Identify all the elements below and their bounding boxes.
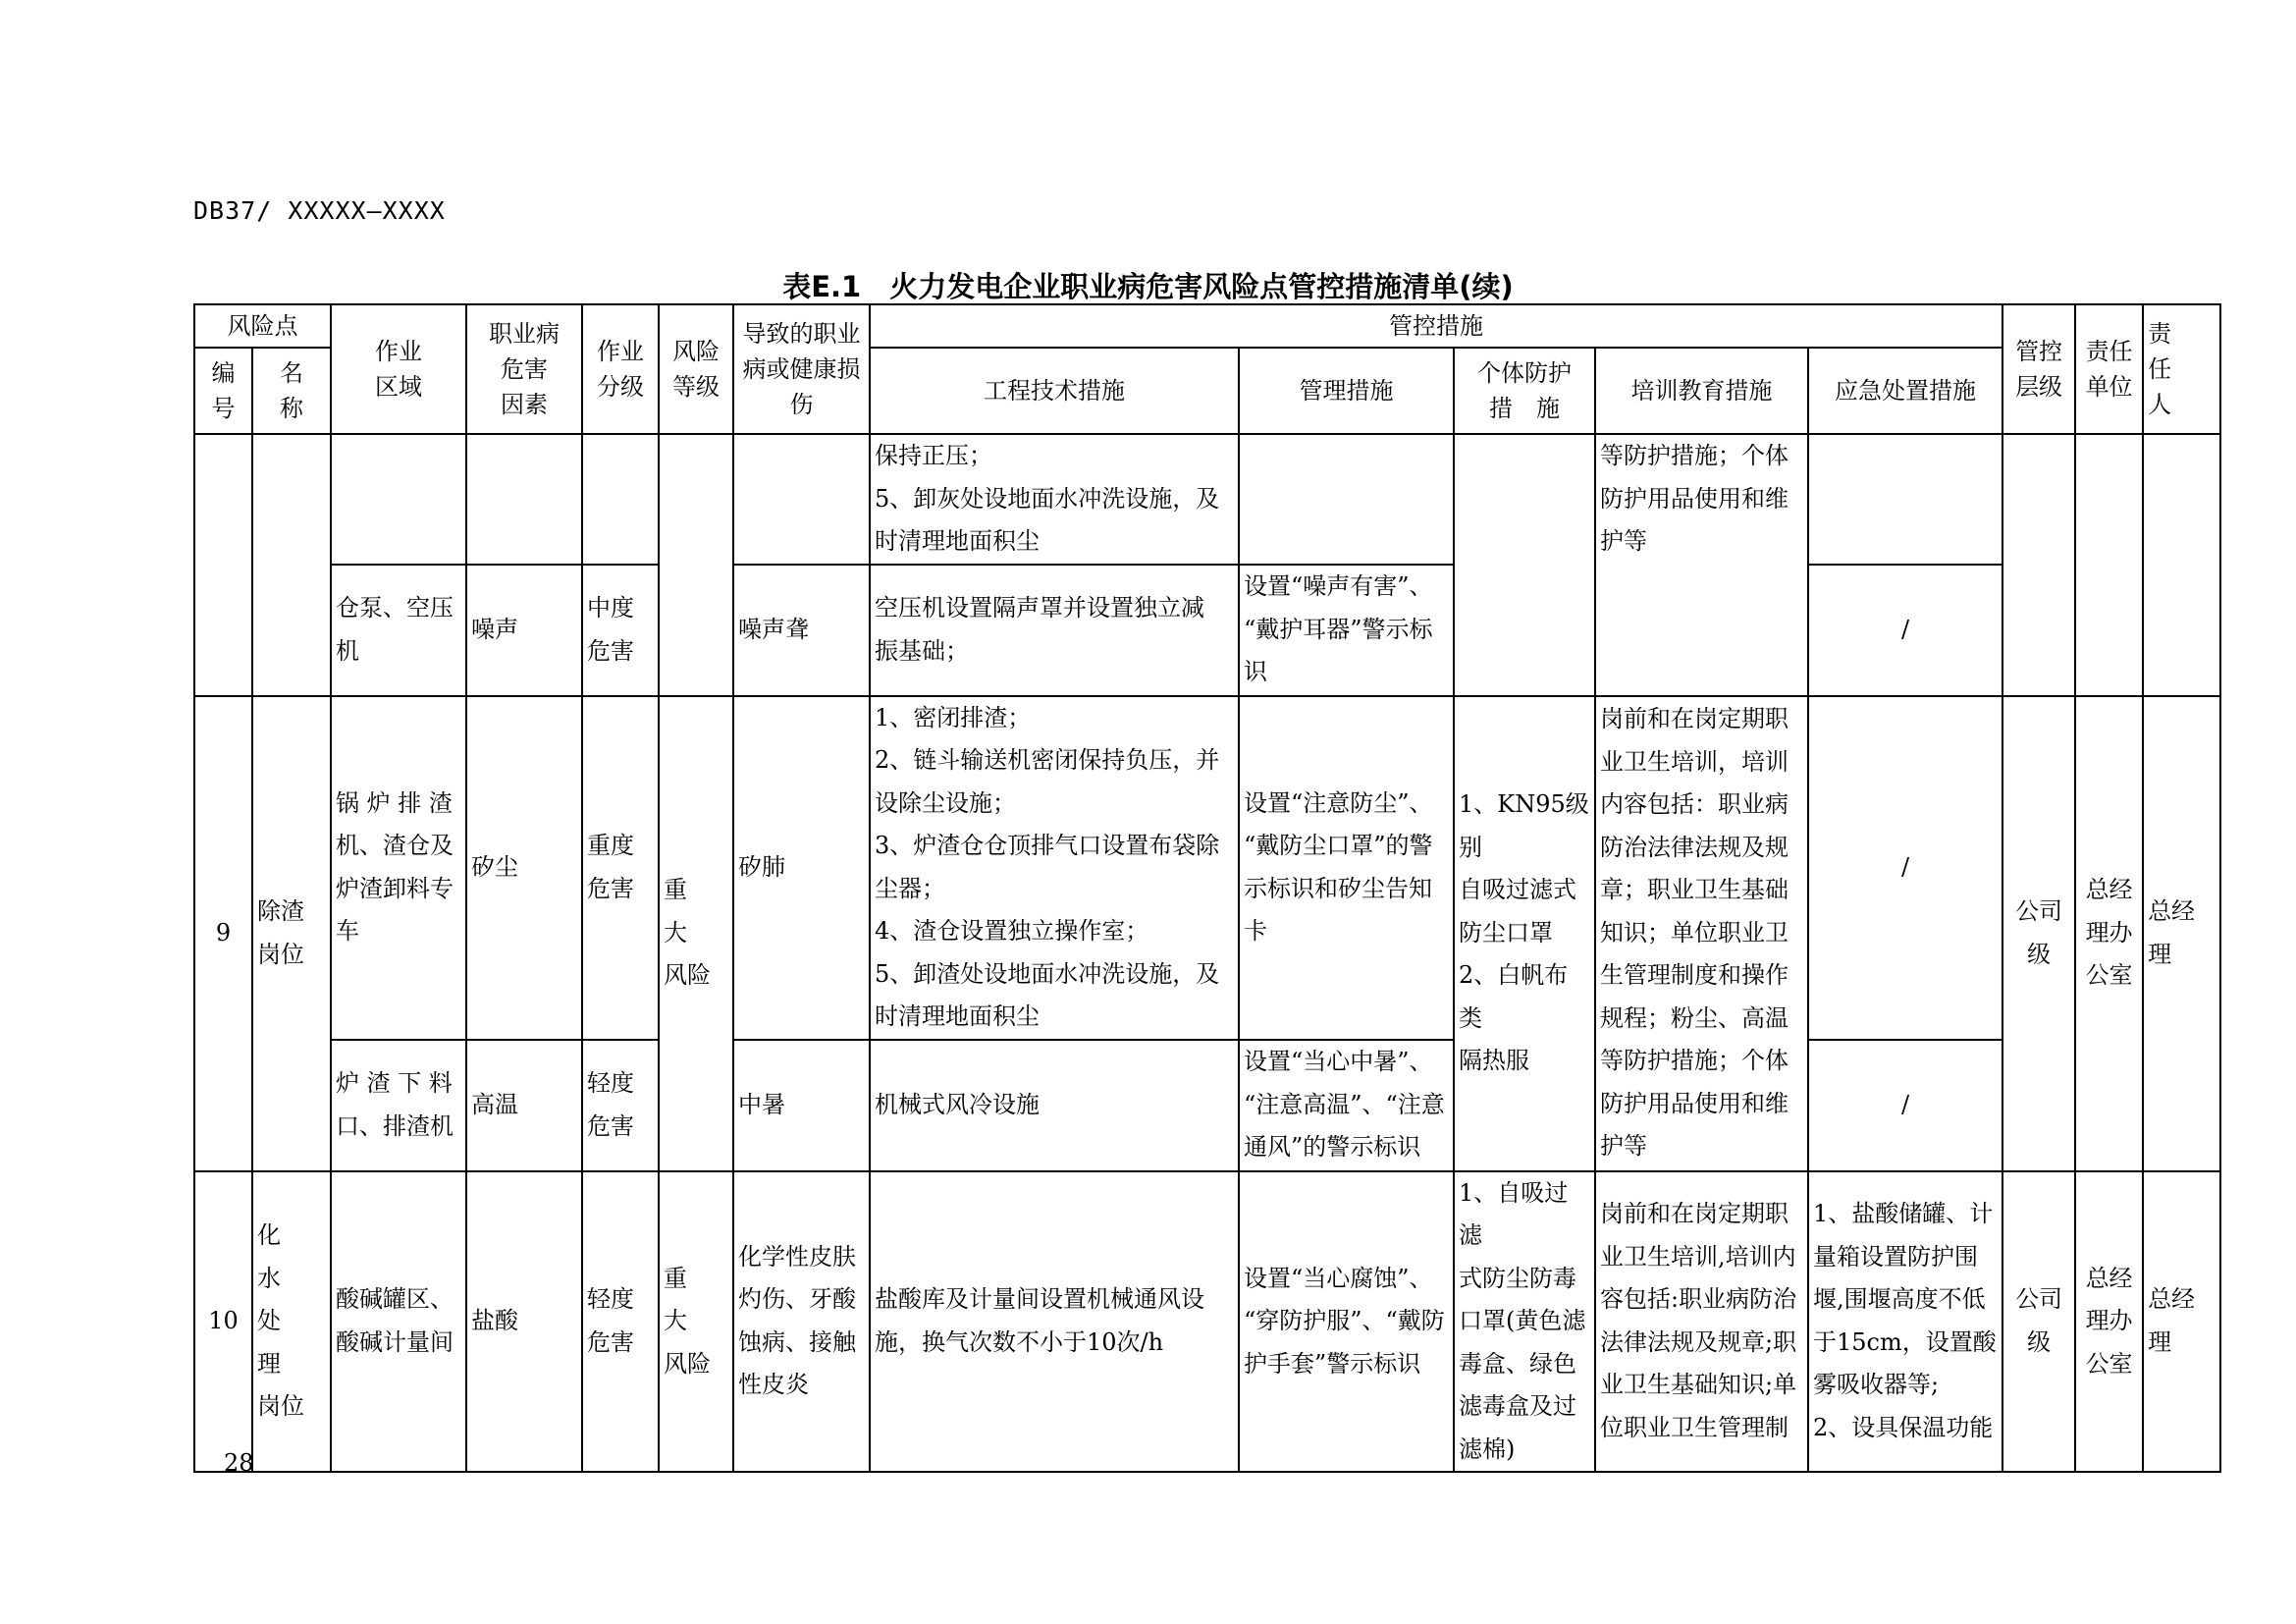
cell-hazard: 矽尘 (466, 696, 582, 1040)
cell-grade: 中度 危害 (582, 565, 659, 696)
table-row (194, 1171, 2220, 1473)
cell-disease: 噪声聋 (733, 565, 870, 696)
cell-name (252, 434, 331, 696)
cell-area (331, 434, 466, 565)
col-disease: 导致的职业 病或健康损 伤 (733, 304, 870, 434)
cell-emergency (1808, 434, 2002, 565)
cell-hazard: 噪声 (466, 565, 582, 696)
cell-control-level: 公司 级 (2002, 1171, 2075, 1473)
cell-management: 设置“噪声有害”、 “戴护耳器”警示标 识 (1239, 565, 1454, 696)
col-name: 名 称 (252, 348, 331, 434)
cell-resp-unit: 总经 理办 公室 (2075, 1171, 2143, 1473)
cell-management: 设置“注意防尘”、 “戴防尘口罩”的警 示标识和矽尘告知 卡 (1239, 696, 1454, 1040)
cell-engineering: 机械式风冷设施 (870, 1040, 1239, 1171)
col-hazard: 职业病 危害 因素 (466, 304, 582, 434)
cell-grade: 轻度 危害 (582, 1171, 659, 1473)
cell-name: 化 水 处 理 岗位 (252, 1171, 331, 1473)
table-row (194, 434, 2220, 565)
cell-resp-person: 总经理 (2143, 696, 2220, 1171)
cell-no (194, 434, 252, 696)
cell-ppe (1454, 434, 1595, 696)
col-risk-level: 风险 等级 (659, 304, 733, 434)
col-control-level: 管控 层级 (2002, 304, 2075, 434)
cell-area: 仓泵、空压 机 (331, 565, 466, 696)
col-emergency: 应急处置措施 (1808, 348, 2002, 434)
cell-resp-person (2143, 434, 2220, 696)
cell-area: 锅 炉 排 渣 机、渣仓及 炉渣卸料专 车 (331, 696, 466, 1040)
cell-control-level (2002, 434, 2075, 696)
col-engineering: 工程技术措施 (870, 348, 1239, 434)
cell-engineering: 1、密闭排渣； 2、链斗输送机密闭保持负压，并 设除尘设施； 3、炉渣仓仓顶排气口设置布袋除 尘器； 4、渣仓设置独立操作室； 5、卸渣处设地面水冲洗设施，及 时清理地面积尘 (870, 696, 1239, 1040)
table-row (194, 565, 2220, 696)
cell-training: 等防护措施；个体 防护用品使用和维 护等 (1595, 434, 1808, 696)
cell-risk-level: 重 大 风险 (659, 1171, 733, 1473)
col-control: 管控措施 (870, 304, 2002, 348)
table-row (194, 1040, 2220, 1171)
cell-training: 岗前和在岗定期职 业卫生培训,培训内 容包括:职业病防治 法律法规及规章;职 业卫生基础知识;单 位职业卫生管理制 (1595, 1171, 1808, 1473)
cell-area: 酸碱罐区、 酸碱计量间 (331, 1171, 466, 1473)
col-resp-person: 责 任 人 (2143, 304, 2220, 434)
col-management: 管理措施 (1239, 348, 1454, 434)
cell-no: 10 (194, 1171, 252, 1473)
cell-grade: 轻度 危害 (582, 1040, 659, 1171)
document-code: DB37/ XXXXX—XXXX (193, 196, 446, 225)
cell-emergency: / (1808, 696, 2002, 1040)
col-grade: 作业 分级 (582, 304, 659, 434)
cell-training: 岗前和在岗定期职 业卫生培训，培训 内容包括：职业病 防治法律法规及规 章；职业卫生基础 知识；单位职业卫 生管理制度和操作 规程；粉尘、高温 等防护措施；个体 防护用品使用和维 护等 (1595, 696, 1808, 1171)
header-row-1 (194, 304, 2220, 348)
table-title: 表E.1 火力发电企业职业病危害风险点管控措施清单(续) (782, 270, 1514, 303)
cell-name: 除渣 岗位 (252, 696, 331, 1171)
cell-grade: 重度 危害 (582, 696, 659, 1040)
cell-disease (733, 434, 870, 565)
cell-resp-unit: 总经 理办 公室 (2075, 696, 2143, 1171)
cell-ppe: 1、自吸过滤 式防尘防毒 口罩(黄色滤 毒盒、绿色 滤毒盒及过 滤棉) (1454, 1171, 1595, 1473)
cell-disease: 矽肺 (733, 696, 870, 1040)
page-number: 28 (224, 1449, 254, 1477)
cell-hazard: 高温 (466, 1040, 582, 1171)
cell-disease: 中暑 (733, 1040, 870, 1171)
cell-grade (582, 434, 659, 565)
cell-ppe: 1、KN95级别 自吸过滤式 防尘口罩 2、白帆布类 隔热服 (1454, 696, 1595, 1171)
cell-risk-level: 重 大 风险 (659, 696, 733, 1171)
risk-control-table (193, 303, 2221, 1473)
cell-emergency: / (1808, 1040, 2002, 1171)
cell-resp-unit (2075, 434, 2143, 696)
col-area: 作业 区域 (331, 304, 466, 434)
cell-resp-person: 总经理 (2143, 1171, 2220, 1473)
cell-area: 炉 渣 下 料 口、排渣机 (331, 1040, 466, 1171)
cell-control-level: 公司 级 (2002, 696, 2075, 1171)
cell-risk-level (659, 434, 733, 696)
table-row (194, 696, 2220, 1040)
cell-engineering: 空压机设置隔声罩并设置独立减 振基础； (870, 565, 1239, 696)
cell-engineering: 盐酸库及计量间设置机械通风设 施，换气次数不小于10次/h (870, 1171, 1239, 1473)
cell-management (1239, 434, 1454, 565)
cell-hazard (466, 434, 582, 565)
col-resp-unit: 责任 单位 (2075, 304, 2143, 434)
cell-management: 设置“当心腐蚀”、 “穿防护服”、“戴防 护手套”警示标识 (1239, 1171, 1454, 1473)
col-ppe: 个体防护 措 施 (1454, 348, 1595, 434)
cell-emergency: / (1808, 565, 2002, 696)
col-no: 编 号 (194, 348, 252, 434)
cell-emergency: 1、盐酸储罐、计 量箱设置防护围 堰,围堰高度不低 于15cm，设置酸 雾吸收器等; 2、设具保温功能 (1808, 1171, 2002, 1473)
col-risk-point: 风险点 (194, 304, 331, 348)
col-training: 培训教育措施 (1595, 348, 1808, 434)
cell-management: 设置“当心中暑”、 “注意高温”、“注意 通风”的警示标识 (1239, 1040, 1454, 1171)
cell-disease: 化学性皮肤 灼伤、牙酸 蚀病、接触 性皮炎 (733, 1171, 870, 1473)
cell-hazard: 盐酸 (466, 1171, 582, 1473)
cell-no: 9 (194, 696, 252, 1171)
cell-engineering: 保持正压； 5、卸灰处设地面水冲洗设施，及 时清理地面积尘 (870, 434, 1239, 565)
